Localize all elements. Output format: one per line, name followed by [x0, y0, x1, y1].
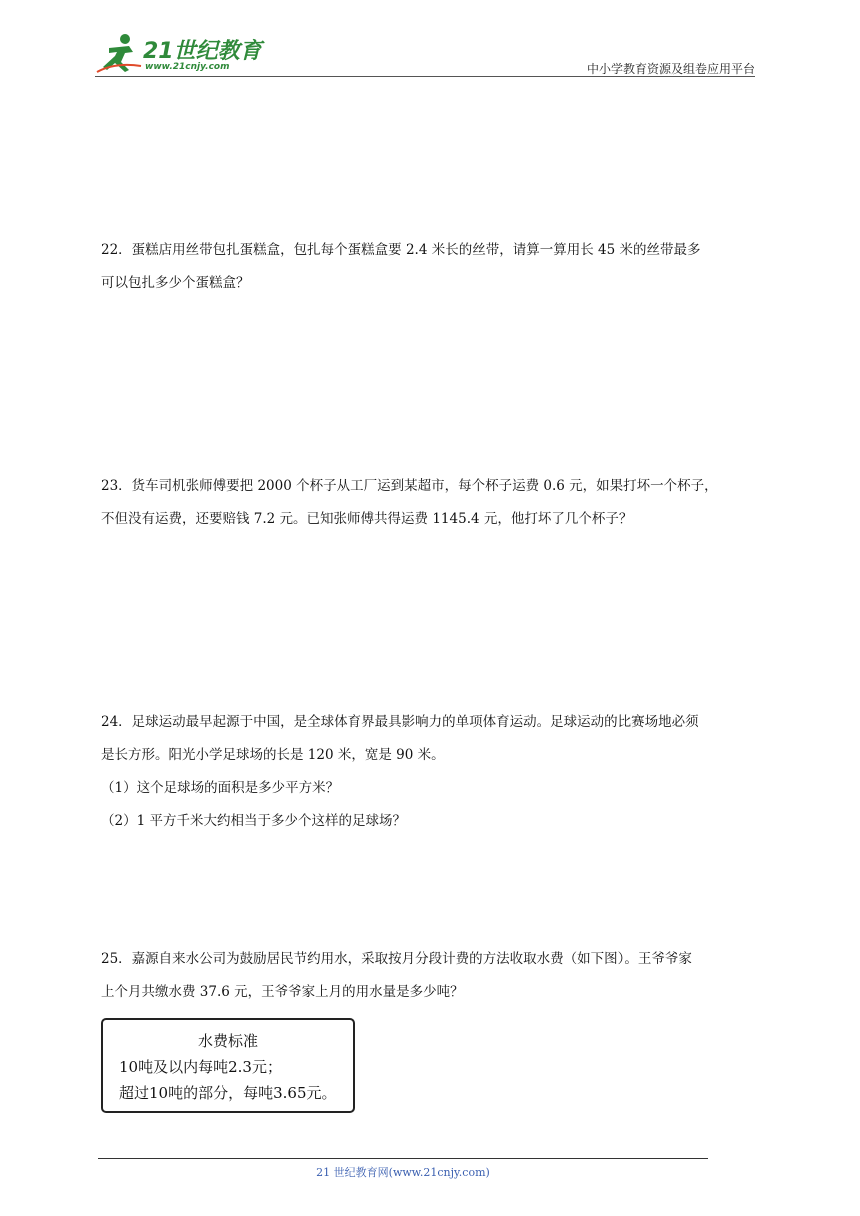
header-divider	[95, 76, 755, 77]
fee-rule-2: 超过10吨的部分，每吨3.65元。	[119, 1084, 337, 1102]
logo-text: 21世纪教育	[143, 39, 262, 64]
water-fee-table	[101, 1018, 355, 1113]
fee-title: 水费标准	[197, 1032, 258, 1050]
question-line: 23．货车司机张师傅要把 2000 个杯子从工厂运到某超市，每个杯子运费 0.6 元，如果打坏一个杯子，	[101, 478, 718, 494]
question-line: 是长方形。阳光小学足球场的长是 120 米，宽是 90 米。	[101, 747, 445, 763]
question-23	[101, 470, 761, 536]
question-line: 不但没有运费，还要赔钱 7.2 元。已知张师傅共得运费 1145.4 元，他打坏了几个杯子？	[101, 511, 633, 527]
footer-text: 21 世纪教育网(www.21cnjy.com)	[316, 1166, 490, 1179]
question-line: 24．足球运动最早起源于中国，是全球体育界最具影响力的单项体育运动。足球运动的比赛场地必须	[101, 714, 699, 730]
fee-rule-1: 10吨及以内每吨2.3元；	[119, 1058, 282, 1076]
question-line: 上个月共缴水费 37.6 元，王爷爷家上月的用水量是多少吨？	[101, 984, 464, 1000]
sub-question-2: （2）1 平方千米大约相当于多少个这样的足球场？	[101, 813, 406, 829]
question-line: 22．蛋糕店用丝带包扎蛋糕盒，包扎每个蛋糕盒要 2.4 米长的丝带，请算一算用长 45 米的丝带最多	[101, 242, 701, 258]
question-25	[101, 943, 761, 1009]
logo-url: www.21cnjy.com	[145, 62, 230, 72]
footer-divider	[98, 1158, 708, 1159]
site-logo	[95, 32, 265, 76]
question-24	[101, 706, 761, 838]
question-line: 可以包扎多少个蛋糕盒？	[101, 275, 250, 291]
question-line: 25．嘉源自来水公司为鼓励居民节约用水，采取按月分段计费的方法收取水费（如下图）。王爷爷家	[101, 951, 692, 967]
question-22	[101, 234, 761, 300]
platform-title: 中小学教育资源及组卷应用平台	[586, 62, 755, 76]
runner-logo-icon	[95, 32, 145, 76]
page-header	[95, 30, 755, 78]
sub-question-1: （1）这个足球场的面积是多少平方米？	[101, 780, 340, 796]
